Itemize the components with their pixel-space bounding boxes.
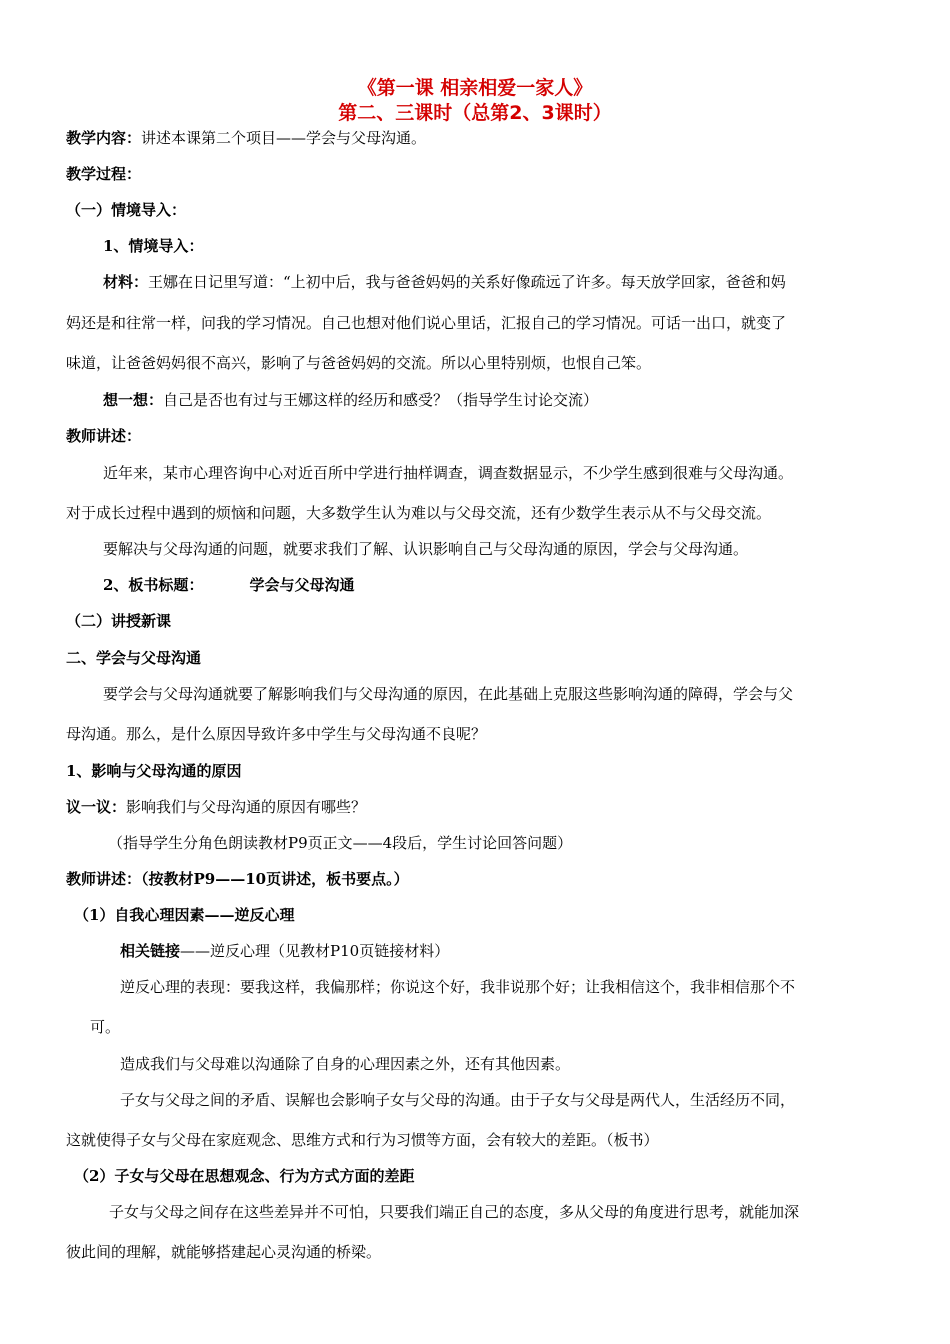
- teaching-content-line: [66, 128, 950, 148]
- related-link-text: ——逆反心理（见教材P10页链接材料）: [180, 942, 450, 960]
- paragraph-line: 近年来，某市心理咨询中心对近百所中学进行抽样调查，调查数据显示，不少学生感到很难与父母沟通。: [103, 464, 794, 482]
- paragraph-line: 对于成长过程中遇到的烦恼和问题，大多数学生认为难以与父母交流，还有少数学生表示从不与父母交流。: [66, 504, 772, 522]
- paragraph-line: 妈还是和往常一样，问我的学习情况。自己也想对他们说心里话，汇报自己的学习情况。可话一出口，就变了: [66, 314, 787, 332]
- section-1-heading: （一）情境导入：: [66, 201, 187, 219]
- part-2-heading: 二、学会与父母沟通: [66, 649, 202, 667]
- teaching-content-text: 讲述本课第二个项目——学会与父母沟通。: [141, 129, 427, 147]
- discuss-label: 议一议：: [66, 798, 127, 816]
- discuss-line: [66, 797, 950, 817]
- think-text: 自己是否也有过与王娜这样的经历和感受？（指导学生讨论交流）: [163, 391, 599, 409]
- paragraph-line: 造成我们与父母难以沟通除了自身的心理因素之外，还有其他因素。: [120, 1055, 571, 1073]
- material-text: 王娜在日记里写道：“上初中后，我与爸爸妈妈的关系好像疏远了许多。每天放学回家，爸爸和妈: [148, 273, 786, 291]
- think-label: 想一想：: [103, 391, 164, 409]
- paragraph-line: 逆反心理的表现：要我这样，我偏那样；你说这个好，我非说那个好；让我相信这个，我非相信那个不: [120, 978, 796, 996]
- material-line: [103, 272, 950, 292]
- board-title-text: 学会与父母沟通: [249, 576, 355, 594]
- instruction-line: （指导学生分角色朗读教材P9页正文——4段后，学生讨论回答问题）: [108, 834, 573, 852]
- paragraph-line: 母沟通。那么，是什么原因导致许多中学生与父母沟通不良呢？: [66, 725, 487, 743]
- paragraph-line: 这就使得子女与父母在家庭观念、思维方式和行为习惯等方面，会有较大的差距。（板书）: [66, 1131, 659, 1149]
- paragraph-line: 味道，让爸爸妈妈很不高兴，影响了与爸爸妈妈的交流。所以心里特别烦，也恨自己笨。: [66, 354, 652, 372]
- related-link-label: 相关链接: [120, 942, 181, 960]
- paragraph-line: 可。: [90, 1018, 121, 1036]
- subsection-1-heading: 1、情境导入：: [103, 237, 204, 255]
- teacher-narration-heading: 教师讲述：: [66, 427, 142, 445]
- teacher-narration-heading-2: 教师讲述：（按教材P9——10页讲述，板书要点。）: [66, 870, 409, 888]
- teaching-process-heading: 教学过程：: [66, 165, 142, 183]
- reasons-heading: 1、影响与父母沟通的原因: [66, 762, 242, 780]
- teaching-content-label: 教学内容：: [66, 129, 142, 147]
- paragraph-line: 要学会与父母沟通就要了解影响我们与父母沟通的原因，在此基础上克服这些影响沟通的障碍，学会与父: [103, 685, 794, 703]
- discuss-text: 影响我们与父母沟通的原因有哪些？: [126, 798, 367, 816]
- document-subtitle: 第二、三课时（总第2、3课时）: [338, 102, 612, 124]
- point-1-heading: （1）自我心理因素——逆反心理: [74, 906, 295, 924]
- material-label: 材料：: [103, 273, 149, 291]
- paragraph-line: 子女与父母之间的矛盾、误解也会影响子女与父母的沟通。由于子女与父母是两代人，生活经历不同，: [120, 1091, 796, 1109]
- section-2-heading: （二）讲授新课: [66, 612, 172, 630]
- paragraph-line: 要解决与父母沟通的问题，就要求我们了解、认识影响自己与父母沟通的原因，学会与父母沟通。: [103, 540, 749, 558]
- paragraph-line: 彼此间的理解，就能够搭建起心灵沟通的桥梁。: [66, 1243, 382, 1261]
- document-title: 《第一课 相亲相爱一家人》: [357, 77, 593, 99]
- related-link-line: [120, 941, 950, 961]
- paragraph-line: 子女与父母之间存在这些差异并不可怕，只要我们端正自己的态度，多从父母的角度进行思考，就能加深: [109, 1203, 800, 1221]
- board-title-label: 2、板书标题：: [103, 576, 204, 594]
- board-title-line: [103, 575, 950, 595]
- think-line: [103, 390, 950, 410]
- point-2-heading: （2）子女与父母在思想观念、行为方式方面的差距: [74, 1167, 415, 1185]
